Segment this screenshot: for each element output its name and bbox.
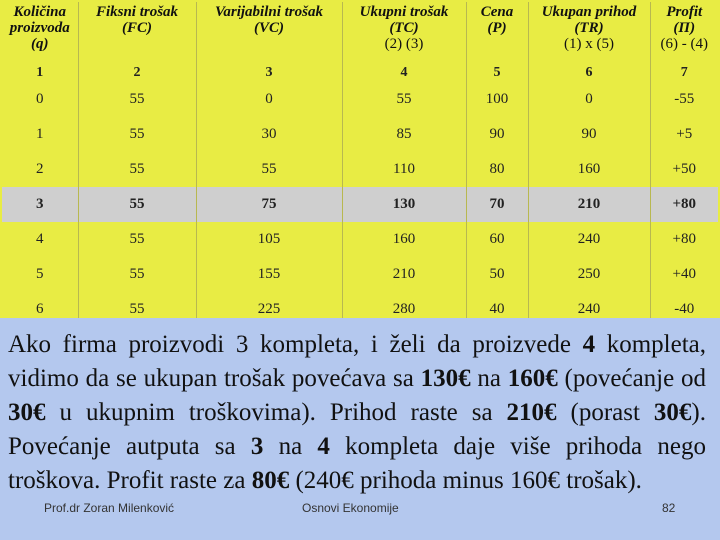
cost-revenue-table <box>2 2 718 327</box>
header-quantity <box>2 2 78 64</box>
paragraph-text: kompleta, vidimo da se ukupan trošak povećava sa <box>8 331 706 392</box>
table-row <box>2 82 718 117</box>
explanation-paragraph <box>8 328 706 498</box>
header-text: (VC) <box>254 20 284 36</box>
paragraph-text: (240€ prihoda minus 160€ trošak). <box>289 467 642 494</box>
header-text: (Π) <box>673 20 696 36</box>
cell-total-cost: 110 <box>342 152 466 187</box>
cell-fixed-cost: 55 <box>78 222 196 257</box>
table-row <box>2 257 718 292</box>
cell-profit: +5 <box>676 126 693 142</box>
column-number: 7 <box>680 65 688 80</box>
header-total-cost <box>342 2 466 64</box>
cell-profit: +40 <box>672 266 696 282</box>
header-text: Ukupni trošak <box>359 4 449 20</box>
cell-profit: +50 <box>672 161 696 177</box>
column-number: 4 <box>342 64 466 82</box>
cell-total-revenue: 210 <box>528 187 650 222</box>
cell-variable-cost: 0 <box>196 82 342 117</box>
cell-total-revenue: 250 <box>528 257 650 292</box>
footer-author: Prof.dr Zoran Milenković <box>44 501 175 515</box>
cell-variable-cost: 75 <box>196 187 342 222</box>
cell-fixed-cost: 55 <box>78 152 196 187</box>
header-text: Profit <box>666 4 703 20</box>
cell-quantity: 5 <box>2 257 78 292</box>
column-number: 1 <box>2 64 78 82</box>
paragraph-text: na <box>470 365 508 392</box>
cell-price: 80 <box>466 152 528 187</box>
cell-profit: +80 <box>650 187 718 222</box>
table-body <box>2 82 718 327</box>
column-number-row <box>2 64 718 82</box>
table-row <box>2 222 718 257</box>
cell-price: 60 <box>466 222 528 257</box>
cell-variable-cost: 225 <box>196 292 342 327</box>
paragraph-bold: 30€ <box>8 399 46 426</box>
paragraph-bold: 130€ <box>420 365 471 392</box>
paragraph-bold: 30€ <box>653 399 692 426</box>
cell-fixed-cost: 55 <box>78 117 196 152</box>
header-text: (TC) <box>389 20 419 36</box>
header-text: proizvoda <box>9 20 70 36</box>
cell-price: 90 <box>466 117 528 152</box>
column-number: 5 <box>466 64 528 82</box>
paragraph-bold: 210€ <box>506 399 557 426</box>
cell-total-revenue: 0 <box>528 82 650 117</box>
cell-total-cost: 160 <box>342 222 466 257</box>
paragraph-bold: 4 <box>317 433 330 460</box>
paragraph-bold: 4 <box>582 331 596 358</box>
paragraph-text: ). Povećanje autputa sa <box>8 399 706 460</box>
column-number: 6 <box>528 64 650 82</box>
cell-total-revenue: 240 <box>528 292 650 327</box>
header-formula: (6) - (4) <box>660 36 708 52</box>
cell-profit: -40 <box>674 301 695 317</box>
cell-variable-cost: 105 <box>196 222 342 257</box>
slide-page-number: 82 <box>662 501 676 515</box>
column-number: 3 <box>196 64 342 82</box>
cell-price: 70 <box>466 187 528 222</box>
cell-variable-cost: 55 <box>196 152 342 187</box>
paragraph-bold: 80€ <box>251 467 290 494</box>
cell-total-cost: 130 <box>342 187 466 222</box>
header-text: Fiksni trošak <box>95 4 179 20</box>
cell-quantity: 3 <box>2 187 78 222</box>
header-text: Količina <box>13 4 66 20</box>
cell-profit: +80 <box>672 231 696 247</box>
header-text: (q) <box>31 36 49 52</box>
column-number: 2 <box>78 64 196 82</box>
cell-quantity: 4 <box>2 222 78 257</box>
header-variable-cost <box>196 2 342 64</box>
paragraph-text: na <box>263 433 318 460</box>
header-total-revenue <box>528 2 650 64</box>
cell-price: 100 <box>466 82 528 117</box>
header-price <box>466 2 528 64</box>
cell-price: 40 <box>466 292 528 327</box>
cell-variable-cost: 30 <box>196 117 342 152</box>
header-text: (P) <box>487 20 507 36</box>
cell-total-revenue: 90 <box>528 117 650 152</box>
cell-quantity: 0 <box>2 82 78 117</box>
paragraph-text: kompleta daje više prihoda nego troškova. Profit raste za <box>8 433 706 494</box>
cell-total-cost: 85 <box>342 117 466 152</box>
cell-quantity: 6 <box>2 292 78 327</box>
paragraph-text: (povećanje od <box>557 365 706 392</box>
paragraph-bold: 160€ <box>507 365 558 392</box>
cell-quantity: 1 <box>2 117 78 152</box>
table-row <box>2 187 718 222</box>
header-text: Ukupan prihod <box>541 4 637 20</box>
header-profit <box>650 2 718 64</box>
cell-fixed-cost: 55 <box>78 257 196 292</box>
cell-fixed-cost: 55 <box>78 187 196 222</box>
cell-profit: -55 <box>674 91 695 107</box>
cell-fixed-cost: 55 <box>78 292 196 327</box>
header-text: Cena <box>480 4 514 20</box>
cell-variable-cost: 155 <box>196 257 342 292</box>
cell-total-cost: 280 <box>342 292 466 327</box>
header-text: (TR) <box>574 20 604 36</box>
table-header-row <box>2 2 718 64</box>
paragraph-text: u ukupnim troškovima). Prihod raste sa <box>45 399 507 426</box>
footer-course-title: Osnovi Ekonomije <box>302 501 399 515</box>
cell-quantity: 2 <box>2 152 78 187</box>
cell-price: 50 <box>466 257 528 292</box>
table-row <box>2 152 718 187</box>
header-formula: (2) (3) <box>384 36 424 52</box>
cell-total-cost: 55 <box>342 82 466 117</box>
table-row <box>2 117 718 152</box>
cell-total-cost: 210 <box>342 257 466 292</box>
cell-fixed-cost: 55 <box>78 82 196 117</box>
header-text: Varijabilni trošak <box>215 4 323 20</box>
header-formula: (1) x (5) <box>564 36 614 52</box>
paragraph-bold: 3 <box>250 433 264 460</box>
cell-total-revenue: 160 <box>528 152 650 187</box>
paragraph-text: Ako firma proizvodi 3 kompleta, i želi da proizvede <box>8 331 583 358</box>
header-text: (FC) <box>122 20 152 36</box>
header-fixed-cost <box>78 2 196 64</box>
paragraph-text: (porast <box>556 399 654 426</box>
cell-total-revenue: 240 <box>528 222 650 257</box>
